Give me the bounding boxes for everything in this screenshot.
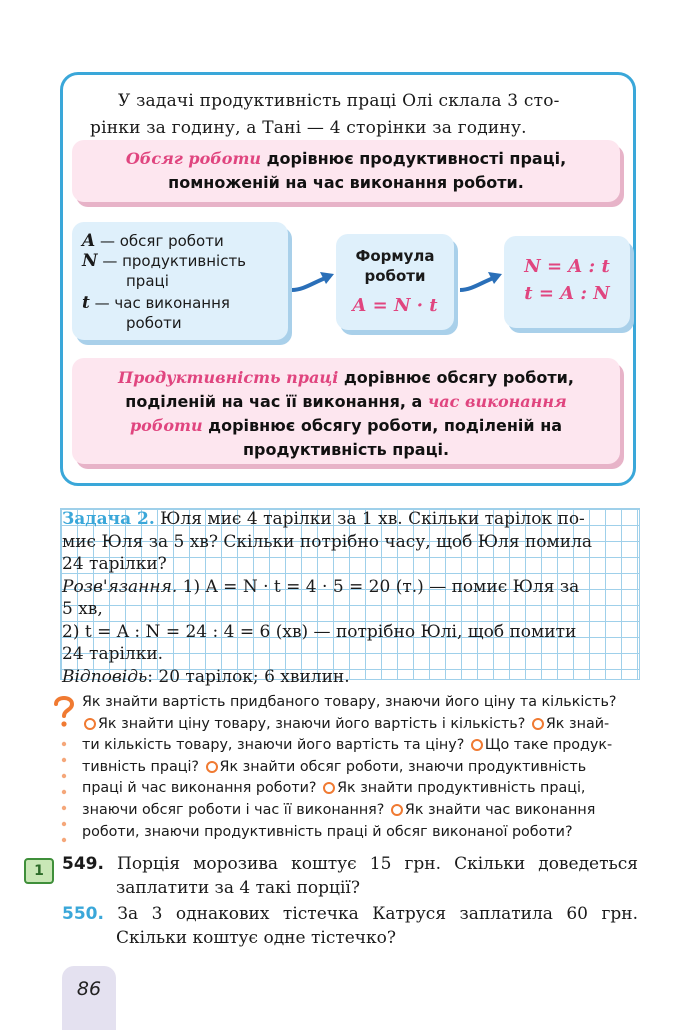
bullet-circle-icon	[206, 761, 218, 773]
intro-line-2: рінки за годину, а Тані — 4 сторінки за годину.	[90, 118, 527, 138]
task-l2: миє Юля за 5 хв? Скільки потрібно часу, щоб Юля помила	[62, 531, 593, 552]
answer-text: : 20 тарілок; 6 хвилин.	[147, 666, 350, 687]
question-4a: Що таке продук-	[484, 737, 613, 754]
formula-title-2: роботи	[364, 267, 426, 285]
exercise-550-text: За 3 однакових тістечка Катруся заплатила 60 грн. Скільки коштує одне тістечко?	[103, 904, 638, 948]
formula-n: N = A : t	[524, 256, 610, 277]
rule2-l3: дорівнює обсягу роботи, поділеній на	[202, 416, 563, 435]
question-6a: Як знайти продуктивність праці,	[337, 780, 586, 797]
def-t: — час виконання	[89, 294, 230, 312]
question-4b: тивність праці?	[82, 758, 199, 775]
derived-formulas-box	[504, 236, 630, 328]
solution-2b: 24 тарілки.	[62, 644, 164, 664]
var-a: A	[82, 231, 96, 251]
question-7b: роботи, знаючи продуктивність праці й обсяг виконаної роботи?	[82, 823, 573, 840]
def-a: — обсяг роботи	[95, 232, 224, 250]
bullet-circle-icon	[532, 718, 544, 730]
intro-line-1: У задачі продуктивність праці Олі склала 3 сто-	[118, 91, 560, 111]
dotted-line-icon	[60, 740, 68, 850]
bullet-circle-icon	[471, 739, 483, 751]
rule1-text: дорівнює продуктивності праці,	[261, 149, 567, 168]
question-6b: знаючи обсяг роботи і час її виконання?	[82, 801, 385, 818]
exercise-549-text: Порція морозива коштує 15 грн. Скільки доведеться заплатити за 4 такі порції?	[103, 854, 638, 898]
term-productivity: Продуктивність праці	[118, 368, 339, 387]
rule-work-volume	[72, 140, 620, 202]
rule-productivity	[72, 358, 620, 464]
exercise-549	[62, 852, 638, 900]
bullet-circle-icon	[323, 782, 335, 794]
term-work-volume: Обсяг роботи	[125, 149, 262, 168]
solution-1: 1) A = N · t = 4 · 5 = 20 (т.) — помиє Юля за	[177, 576, 580, 597]
formula-t: t = A : N	[524, 283, 610, 304]
arrow-right-icon	[458, 268, 504, 296]
def-n-2: праці	[126, 272, 169, 290]
question-mark-icon	[50, 694, 78, 728]
difficulty-level-badge: 1	[24, 858, 54, 884]
bullet-circle-icon	[84, 718, 96, 730]
exercise-550	[62, 902, 638, 950]
task-l1: Юля миє 4 тарілки за 1 хв. Скільки тарілок по-	[154, 509, 585, 529]
term-time-a: час виконання	[427, 392, 567, 411]
term-time-b: роботи	[129, 416, 203, 435]
rule2-l2: поділеній на час її виконання, а	[125, 392, 428, 411]
formula-box	[336, 234, 454, 330]
answer-label: Відповідь	[62, 666, 148, 687]
def-n: — продуктивність	[97, 252, 247, 270]
exercise-550-number: 550.	[62, 904, 104, 924]
rule1-line-2: помноженій на час виконання роботи.	[168, 173, 524, 192]
intro-text	[90, 88, 620, 142]
question-1: Як знайти вартість придбаного товару, знаючи його ціну та кількість?	[82, 694, 617, 710]
bullet-circle-icon	[391, 804, 403, 816]
exercise-549-number: 549.	[62, 854, 104, 874]
def-t-2: роботи	[126, 314, 182, 332]
task-l3: 24 тарілки?	[62, 554, 167, 574]
question-7a: Як знайти час виконання	[404, 801, 596, 818]
task-label: Задача 2.	[62, 509, 155, 529]
question-3a: Як знай-	[545, 715, 610, 732]
formula-main: A = N · t	[352, 295, 438, 316]
rule2-l1: дорівнює обсягу роботи,	[338, 368, 574, 387]
question-5a: Як знайти обсяг роботи, знаючи продуктивність	[219, 758, 587, 775]
formula-title-1: Формула	[355, 247, 435, 265]
definitions-box	[72, 222, 288, 340]
task-2	[62, 508, 638, 688]
question-3b: ти кількість товару, знаючи його вартість та ціну?	[82, 737, 465, 754]
solution-label: Розв'язання.	[62, 576, 178, 597]
solution-2: 2) t = A : N = 24 : 4 = 6 (хв) — потрібно Юлі, щоб помити	[62, 621, 577, 642]
review-questions	[82, 692, 642, 843]
arrow-right-icon	[290, 268, 336, 296]
question-5b: праці й час виконання роботи?	[82, 780, 317, 797]
solution-1b: 5 хв,	[62, 599, 103, 619]
page-number: 86	[76, 978, 102, 1000]
rule2-l4: продуктивність праці.	[242, 440, 450, 459]
var-n: N	[82, 251, 98, 271]
var-t: t	[82, 293, 90, 313]
question-2: Як знайти ціну товару, знаючи його вартість і кількість?	[98, 715, 526, 732]
